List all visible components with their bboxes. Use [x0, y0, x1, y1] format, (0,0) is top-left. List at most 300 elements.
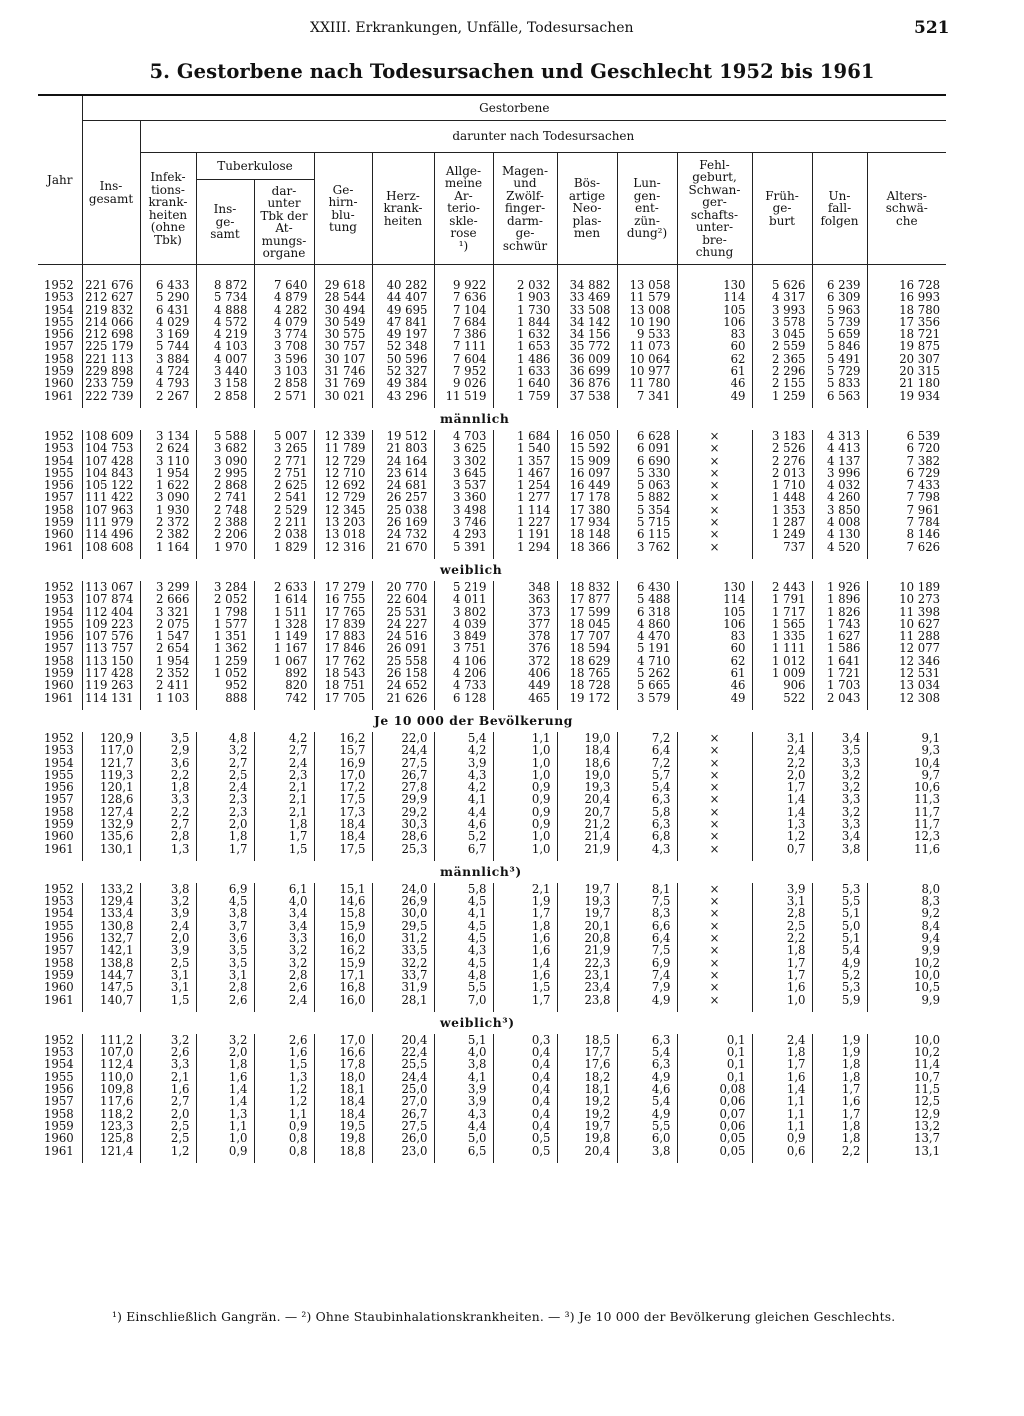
value-cell: 19 512	[372, 430, 434, 442]
value-cell: 2 771	[254, 455, 314, 467]
value-cell: 3,9	[434, 1095, 493, 1107]
value-cell: 2,6	[254, 981, 314, 993]
value-cell: ×	[677, 528, 752, 540]
value-cell: 24 227	[372, 618, 434, 630]
value-cell: ×	[677, 920, 752, 932]
value-cell: 0,06	[677, 1095, 752, 1107]
value-cell: 106	[677, 316, 752, 328]
value-cell: 4,6	[617, 1083, 677, 1095]
value-cell: 8,3	[867, 895, 946, 907]
value-cell: 3,5	[196, 957, 254, 969]
value-cell: 16 449	[557, 479, 617, 491]
value-cell: 1,0	[493, 769, 557, 781]
value-cell: 3 537	[434, 479, 493, 491]
value-cell: 19,8	[557, 1132, 617, 1144]
value-cell: 6,4	[617, 932, 677, 944]
value-cell: 0,5	[493, 1145, 557, 1157]
value-cell: 9 533	[617, 328, 677, 340]
value-cell: 4,1	[434, 907, 493, 919]
year-cell: 1957	[44, 491, 74, 504]
value-cell: 18,2	[557, 1071, 617, 1083]
year-cell: 1958	[44, 352, 74, 366]
value-cell: 26,0	[372, 1132, 434, 1144]
value-cell: 1,9	[493, 895, 557, 907]
value-cell: 5,1	[812, 932, 867, 944]
value-cell: 7,0	[434, 994, 493, 1006]
value-cell: 2,9	[140, 744, 196, 756]
value-cell: 114	[677, 593, 752, 605]
value-cell: 4 860	[617, 618, 677, 630]
year-cell: 1960	[44, 528, 74, 541]
value-cell: 4 282	[254, 304, 314, 316]
value-cell: 2,2	[752, 932, 812, 944]
value-cell: 6,0	[617, 1132, 677, 1144]
value-cell: 2 741	[196, 491, 254, 503]
value-cell: 140,7	[82, 994, 140, 1006]
spacer-row	[38, 1157, 946, 1163]
value-cell: 121,4	[82, 1145, 140, 1157]
value-cell: ×	[677, 895, 752, 907]
value-cell: ×	[677, 491, 752, 503]
value-cell: 406	[493, 667, 557, 679]
value-cell: 21,9	[557, 944, 617, 956]
value-cell: 2 296	[752, 365, 812, 377]
value-cell: 127,4	[82, 806, 140, 818]
year-cell: 1960	[44, 1132, 74, 1145]
value-cell: 5,4	[812, 944, 867, 956]
value-cell: 8 872	[196, 279, 254, 291]
value-cell: 8,4	[867, 920, 946, 932]
value-cell: 1,8	[493, 920, 557, 932]
value-cell: 2 529	[254, 504, 314, 516]
section-label-row	[38, 1012, 946, 1034]
value-cell: 212 698	[82, 328, 140, 340]
value-cell: 17 279	[314, 581, 372, 593]
value-cell: 2 625	[254, 479, 314, 491]
value-cell: 20,4	[557, 1145, 617, 1157]
year-cell: 1960	[44, 981, 74, 994]
value-cell: 21,9	[557, 843, 617, 855]
value-cell: 3,8	[812, 843, 867, 855]
value-cell: 1 351	[196, 630, 254, 642]
value-cell: 30,3	[372, 818, 434, 830]
value-cell: 2 624	[140, 442, 196, 454]
year-cell: 1953	[44, 291, 74, 304]
value-cell: 3,3	[812, 757, 867, 769]
year-cell: 1957	[44, 793, 74, 806]
value-cell: 7 111	[434, 340, 493, 352]
value-cell: 23,8	[557, 994, 617, 1006]
value-cell: 5,4	[434, 732, 493, 744]
value-cell: 1 710	[752, 479, 812, 491]
value-cell: 1,8	[140, 781, 196, 793]
value-cell: 16,2	[314, 944, 372, 956]
value-cell: 5 734	[196, 291, 254, 303]
value-cell: 113 757	[82, 642, 140, 654]
value-cell: 17,0	[314, 1034, 372, 1046]
value-cell: 2 868	[196, 479, 254, 491]
value-cell: 15,8	[314, 907, 372, 919]
value-cell: 19,0	[557, 732, 617, 744]
value-cell: 4 011	[434, 593, 493, 605]
value-cell: 1 640	[493, 377, 557, 389]
value-cell: 2,5	[140, 1132, 196, 1144]
value-cell: 1,8	[812, 1058, 867, 1070]
value-cell: 6 318	[617, 606, 677, 618]
value-cell: 0,9	[752, 1132, 812, 1144]
value-cell: 2,1	[254, 793, 314, 805]
value-cell: 1 798	[196, 606, 254, 618]
value-cell: 130	[677, 279, 752, 291]
value-cell: 7 382	[867, 455, 946, 467]
table-row	[38, 944, 946, 956]
value-cell: 20 307	[867, 353, 946, 365]
value-cell: 2 043	[812, 692, 867, 704]
value-cell: 25 558	[372, 655, 434, 667]
value-cell: 2,4	[752, 1034, 812, 1046]
value-cell: 52 348	[372, 340, 434, 352]
value-cell: 1,5	[254, 843, 314, 855]
value-cell: 222 739	[82, 390, 140, 402]
table-row	[38, 1071, 946, 1083]
value-cell: 15,1	[314, 883, 372, 895]
value-cell: 6 309	[812, 291, 867, 303]
value-cell: 3,8	[140, 883, 196, 895]
table-row	[38, 994, 946, 1006]
value-cell: 5 262	[617, 667, 677, 679]
value-cell: 3,1	[140, 981, 196, 993]
value-cell: 21 626	[372, 692, 434, 704]
value-cell: 1,1	[493, 732, 557, 744]
value-cell: 36 876	[557, 377, 617, 389]
value-cell: 4,5	[434, 932, 493, 944]
value-cell: 5 744	[140, 340, 196, 352]
value-cell: 4,9	[617, 994, 677, 1006]
value-cell: ×	[677, 957, 752, 969]
value-cell: 30 757	[314, 340, 372, 352]
value-cell: 11 519	[434, 390, 493, 402]
value-cell: 105 122	[82, 479, 140, 491]
value-cell: 111,2	[82, 1034, 140, 1046]
value-cell: 112,4	[82, 1058, 140, 1070]
value-cell: 3 284	[196, 581, 254, 593]
value-cell: 2 211	[254, 516, 314, 528]
table-row	[38, 642, 946, 654]
value-cell: 1,0	[493, 744, 557, 756]
value-cell: 18,6	[557, 757, 617, 769]
value-cell: 37 538	[557, 390, 617, 402]
value-cell: 376	[493, 642, 557, 654]
value-cell: 7 798	[867, 491, 946, 503]
value-cell: 113 067	[82, 581, 140, 593]
value-cell: 1 511	[254, 606, 314, 618]
value-cell: 4,9	[617, 1108, 677, 1120]
value-cell: 30 494	[314, 304, 372, 316]
year-cell: 1959	[44, 968, 74, 982]
section-label-row	[38, 408, 946, 430]
value-cell: 13 034	[867, 679, 946, 691]
value-cell: 6 690	[617, 455, 677, 467]
value-cell: 7,5	[617, 895, 677, 907]
value-cell: 1,7	[493, 907, 557, 919]
value-cell: 4 413	[812, 442, 867, 454]
value-cell: 5 882	[617, 491, 677, 503]
value-cell: 3 996	[812, 467, 867, 479]
value-cell: 17,1	[314, 969, 372, 981]
value-cell: 0,1	[677, 1058, 752, 1070]
value-cell: 2 654	[140, 642, 196, 654]
statistics-table	[38, 94, 946, 1163]
value-cell: 49 384	[372, 377, 434, 389]
value-cell: 30 107	[314, 353, 372, 365]
table-section	[38, 710, 946, 861]
value-cell: 19,8	[314, 1132, 372, 1144]
value-cell: 29,9	[372, 793, 434, 805]
table-row	[38, 581, 946, 593]
value-cell: 0,9	[493, 806, 557, 818]
table-row	[38, 316, 946, 328]
value-cell: 19,2	[557, 1108, 617, 1120]
value-cell: 1 791	[752, 593, 812, 605]
value-cell: 1 277	[493, 491, 557, 503]
value-cell: 6 563	[812, 390, 867, 402]
year-cell: 1961	[44, 691, 74, 704]
value-cell: 60	[677, 340, 752, 352]
value-cell: 17,6	[557, 1058, 617, 1070]
value-cell: 1,9	[812, 1034, 867, 1046]
value-cell: ×	[677, 944, 752, 956]
value-cell: 19 875	[867, 340, 946, 352]
value-cell: 742	[254, 692, 314, 704]
value-cell: 6 128	[434, 692, 493, 704]
value-cell: 1 052	[196, 667, 254, 679]
value-cell: 0,4	[493, 1083, 557, 1095]
table-title: 5. Gestorbene nach Todesursachen und Geschlecht 1952 bis 1961	[149, 60, 875, 83]
year-cell: 1954	[44, 454, 74, 467]
value-cell: 113 150	[82, 655, 140, 667]
value-cell: 4,0	[434, 1046, 493, 1058]
table-row	[38, 932, 946, 944]
value-cell: 214 066	[82, 316, 140, 328]
value-cell: 7 784	[867, 516, 946, 528]
value-cell: 2 571	[254, 390, 314, 402]
value-cell: 3,3	[254, 932, 314, 944]
value-cell: 22,4	[372, 1046, 434, 1058]
spacer-row	[38, 265, 946, 280]
value-cell: 363	[493, 593, 557, 605]
year-cell: 1955	[44, 617, 74, 631]
value-cell: 2,8	[254, 969, 314, 981]
value-cell: 60	[677, 642, 752, 654]
value-cell: 12 345	[314, 504, 372, 516]
value-cell: 1 114	[493, 504, 557, 516]
value-cell: 2 382	[140, 528, 196, 540]
table-row	[38, 679, 946, 691]
value-cell: 52 327	[372, 365, 434, 377]
value-cell: 4,3	[434, 944, 493, 956]
value-cell: 7 604	[434, 353, 493, 365]
value-cell: 12,3	[867, 830, 946, 842]
value-cell: 6,3	[617, 1034, 677, 1046]
value-cell: 24 652	[372, 679, 434, 691]
value-cell: 108 608	[82, 541, 140, 553]
value-cell: 892	[254, 667, 314, 679]
value-cell: 31,2	[372, 932, 434, 944]
value-cell: 119 263	[82, 679, 140, 691]
value-cell: 61	[677, 667, 752, 679]
value-cell: 1 009	[752, 667, 812, 679]
value-cell: 449	[493, 679, 557, 691]
value-cell: 4 703	[434, 430, 493, 442]
page-number: 521	[914, 18, 950, 38]
value-cell: 3,7	[196, 920, 254, 932]
value-cell: 1 684	[493, 430, 557, 442]
value-cell: 1,8	[752, 944, 812, 956]
value-cell: 1,7	[812, 1083, 867, 1095]
value-cell: ×	[677, 757, 752, 769]
col-neoplasmen: Bös- artige Neo- plas- men	[557, 153, 617, 265]
value-cell: 4 313	[812, 430, 867, 442]
value-cell: 27,5	[372, 1120, 434, 1132]
value-cell: 229 898	[82, 365, 140, 377]
value-cell: 4,5	[434, 957, 493, 969]
value-cell: ×	[677, 781, 752, 793]
value-cell: 120,9	[82, 732, 140, 744]
table-section	[38, 408, 946, 559]
value-cell: 9 026	[434, 377, 493, 389]
table-row	[38, 365, 946, 377]
value-cell: 1 954	[140, 467, 196, 479]
value-cell: 34 156	[557, 328, 617, 340]
value-cell: 1,3	[752, 818, 812, 830]
value-cell: 1 103	[140, 692, 196, 704]
year-cell: 1956	[44, 932, 74, 945]
value-cell: 3,2	[254, 957, 314, 969]
value-cell: 20 315	[867, 365, 946, 377]
value-cell: 3 849	[434, 630, 493, 642]
col-magen: Magen- und Zwölf- finger- darm- ge- schwür	[493, 153, 557, 265]
year-cell: 1955	[44, 768, 74, 782]
value-cell: 20,7	[557, 806, 617, 818]
value-cell: 906	[752, 679, 812, 691]
value-cell: 4 293	[434, 528, 493, 540]
value-cell: 23 614	[372, 467, 434, 479]
value-cell: 1 067	[254, 655, 314, 667]
value-cell: 18,4	[557, 744, 617, 756]
value-cell: 18,4	[314, 1108, 372, 1120]
value-cell: 1,5	[493, 981, 557, 993]
table-row	[38, 769, 946, 781]
value-cell: ×	[677, 430, 752, 442]
value-cell: 2,1	[254, 806, 314, 818]
value-cell: 4,1	[434, 1071, 493, 1083]
year-cell: 1952	[44, 731, 74, 745]
value-cell: 348	[493, 581, 557, 593]
value-cell: 16 993	[867, 291, 946, 303]
value-cell: 7 626	[867, 541, 946, 553]
value-cell: 0,07	[677, 1108, 752, 1120]
value-cell: 18,4	[314, 818, 372, 830]
value-cell: 2,4	[752, 744, 812, 756]
value-cell: 7,2	[617, 757, 677, 769]
value-cell: 12 308	[867, 692, 946, 704]
col-unfall: Un- fall- folgen	[812, 153, 867, 265]
year-cell: 1958	[44, 956, 74, 969]
value-cell: 109 223	[82, 618, 140, 630]
value-cell: 29,5	[372, 920, 434, 932]
value-cell: 49 197	[372, 328, 434, 340]
value-cell: 5 729	[812, 365, 867, 377]
value-cell: 106	[677, 618, 752, 630]
value-cell: 1,0	[493, 843, 557, 855]
value-cell: 1,6	[493, 944, 557, 956]
value-cell: 18 765	[557, 667, 617, 679]
value-cell: ×	[677, 732, 752, 744]
year-cell: 1952	[44, 429, 74, 443]
value-cell: 1,4	[752, 1083, 812, 1095]
value-cell: 1 149	[254, 630, 314, 642]
value-cell: 7 433	[867, 479, 946, 491]
value-cell: 2 038	[254, 528, 314, 540]
value-cell: 1,2	[752, 830, 812, 842]
value-cell: 4,9	[617, 1071, 677, 1083]
value-cell: 2 751	[254, 467, 314, 479]
value-cell: 1,8	[812, 1120, 867, 1132]
value-cell: 4,5	[434, 920, 493, 932]
value-cell: 8 146	[867, 528, 946, 540]
value-cell: 26 091	[372, 642, 434, 654]
value-cell: 34 142	[557, 316, 617, 328]
value-cell: 2,2	[140, 769, 196, 781]
value-cell: 1,4	[493, 957, 557, 969]
value-cell: 1 191	[493, 528, 557, 540]
value-cell: 4 879	[254, 291, 314, 303]
table-row	[38, 732, 946, 744]
value-cell: 62	[677, 655, 752, 667]
section-label: weiblich³)	[440, 1014, 515, 1030]
value-cell: 16 755	[314, 593, 372, 605]
value-cell: 109,8	[82, 1083, 140, 1095]
year-cell: 1952	[44, 1033, 74, 1047]
value-cell: 4 724	[140, 365, 196, 377]
value-cell: 212 627	[82, 291, 140, 303]
value-cell: 25,5	[372, 1058, 434, 1070]
table-row	[38, 1095, 946, 1107]
value-cell: 3 751	[434, 642, 493, 654]
value-cell: 820	[254, 679, 314, 691]
value-cell: 1 703	[812, 679, 867, 691]
col-herz: Herz- krank- heiten	[372, 153, 434, 265]
value-cell: 1 844	[493, 316, 557, 328]
value-cell: 18,4	[314, 1095, 372, 1107]
value-cell: 17 877	[557, 593, 617, 605]
value-cell: 17 883	[314, 630, 372, 642]
table-row	[38, 279, 946, 291]
value-cell: 1,9	[812, 1046, 867, 1058]
running-head	[0, 20, 1024, 42]
year-cell: 1953	[44, 442, 74, 455]
value-cell: 27,8	[372, 781, 434, 793]
value-cell: 1 970	[196, 541, 254, 553]
table-row	[38, 692, 946, 704]
value-cell: 221 113	[82, 353, 140, 365]
value-cell: ×	[677, 541, 752, 553]
value-cell: 20,4	[372, 1034, 434, 1046]
table-row	[38, 593, 946, 605]
value-cell: 0,05	[677, 1145, 752, 1157]
year-cell: 1959	[44, 817, 74, 831]
value-cell: 4 032	[812, 479, 867, 491]
